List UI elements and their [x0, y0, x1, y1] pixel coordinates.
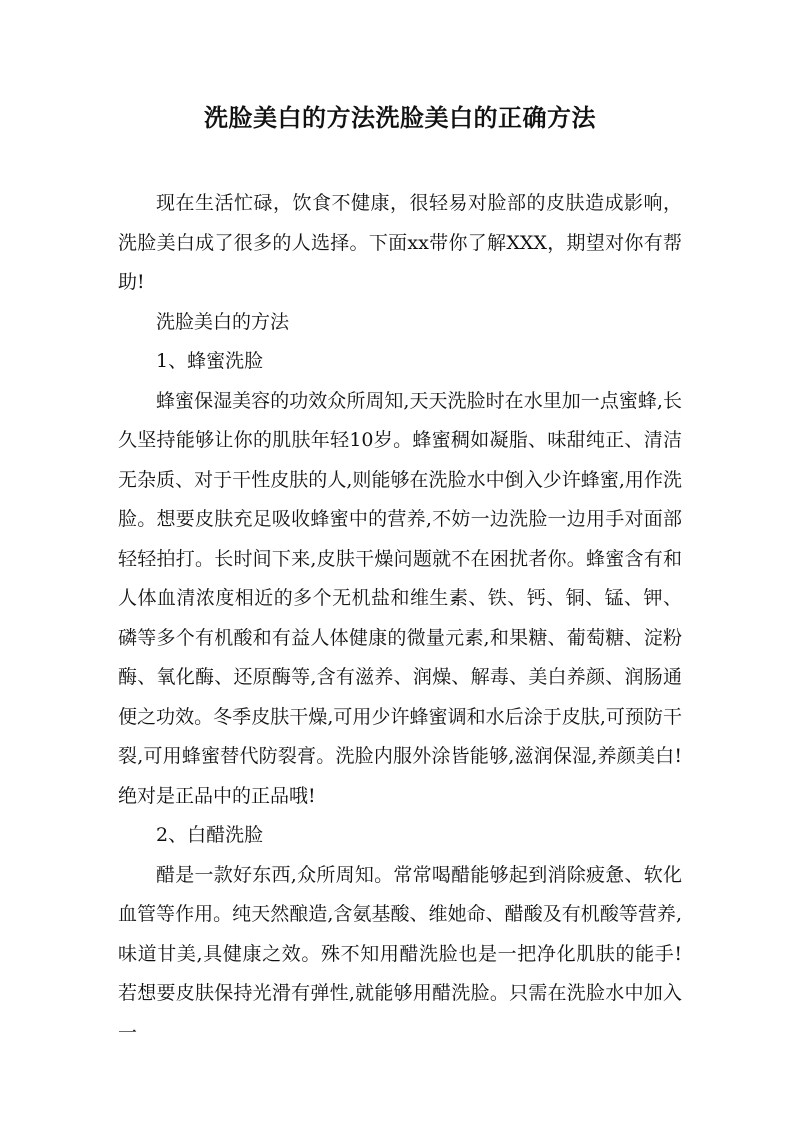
subsection-heading-vinegar: 2、白醋洗脸	[156, 824, 264, 846]
document-body	[118, 184, 682, 1053]
document-title: 洗脸美白的方法洗脸美白的正确方法	[204, 103, 596, 132]
subsection-heading-honey: 1、蜂蜜洗脸	[156, 350, 264, 372]
section-heading: 洗脸美白的方法	[156, 310, 290, 333]
honey-paragraph: 蜂蜜保湿美容的功效众所周知,天天洗脸时在水里加一点蜜蜂,长久坚持能够让你的肌肤年轻10岁。蜂蜜稠如凝脂、味甜纯正、清洁无杂质、对于干性皮肤的人,则能够在洗脸水中倒入少许蜂蜜,用作洗脸。想要皮肤充足吸收蜂蜜中的营养,不妨一边洗脸一边用手对面部轻轻拍打。长时间下来,皮肤干燥问题就不在困扰者你。蜂蜜含有和人体血清浓度相近的多个无机盐和维生素、铁、钙、铜、锰、钾、磷等多个有机酸和有益人体健康的微量元素,和果糖、葡萄糖、淀粉酶、氧化酶、还原酶等,含有滋养、润燥、解毒、美白养颜、润肠通便之功效。冬季皮肤干燥,可用少许蜂蜜调和水后涂于皮肤,可预防干裂,可用蜂蜜替代防裂膏。洗脸内服外涂皆能够,滋润保湿,养颜美白!绝对是正品中的正品哦!	[118, 389, 682, 807]
intro-paragraph: 现在生活忙碌，饮食不健康，很轻易对脸部的皮肤造成影响，洗脸美白成了很多的人选择。下面xx带你了解XXX，期望对你有帮助!	[118, 192, 682, 293]
vinegar-paragraph: 醋是一款好东西,众所周知。常常喝醋能够起到消除疲惫、软化血管等作用。纯天然酿造,含氨基酸、维她命、醋酸及有机酸等营养,味道甘美,具健康之效。殊不知用醋洗脸也是一把净化肌肤的能手!若想要皮肤保持光滑有弹性,就能够用醋洗脸。只需在洗脸水中加入一	[118, 863, 682, 1044]
